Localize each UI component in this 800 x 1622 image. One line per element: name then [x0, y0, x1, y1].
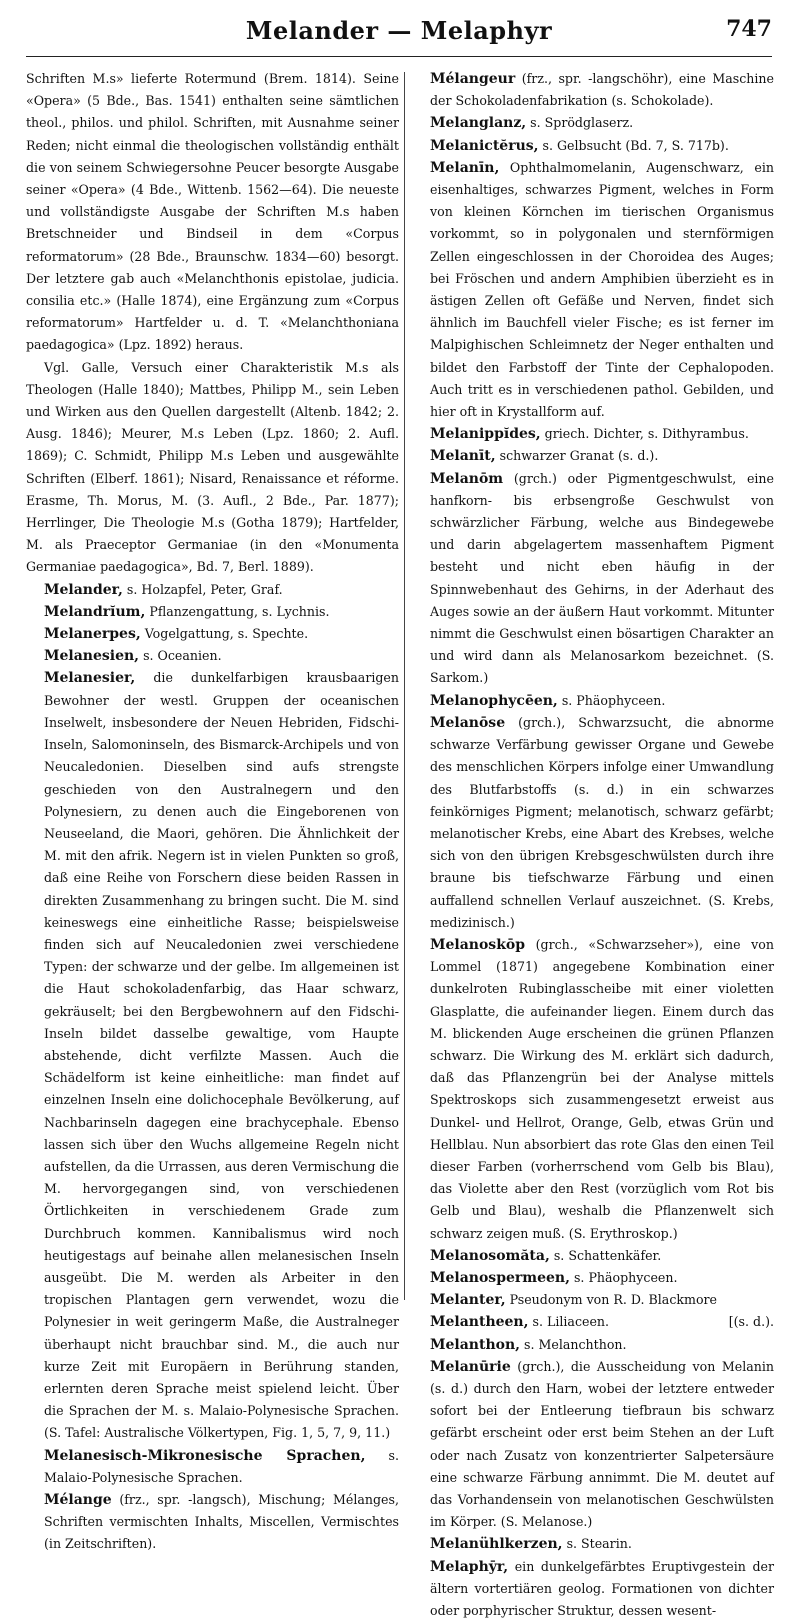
entry-headword: Melanūrie	[430, 1358, 511, 1375]
entry-headword: Melanerpes,	[44, 626, 141, 643]
dictionary-entry	[412, 1245, 774, 1267]
dictionary-entry	[26, 1445, 399, 1489]
entry-text: (grch.), die Ausscheidung von Melanin (s. d.) durch den Harn, wobei der letztere entweder sofort bei der Entleerung tiefbraun bis schwarz gefärbt erscheint oder erst beim Stehen an der Luft oder nach Zusatz von konzentrierter Salpetersäure eine schwarze Färbung annimmt. Die M. deutet auf das Vorhandensein von melanotischen Geschwülsten im Körper. (S. Melanose.)	[430, 1358, 774, 1530]
entry-headword: Melanthon,	[430, 1336, 521, 1353]
entry-text: die dunkelfarbigen krausbaarigen Bewohner der westl. Gruppen der oceanischen Inselwelt, insbesondere der Neuen Hebriden, Fidschi-Inseln, Salomoninseln, des Bismarck-Archipels und von Neucaledonien. Dieselben sind aufs strengste geschieden von den Australnegern und den Polynesiern, zu denen auch die Eingeborenen von Neuseeland, die Maori, gehören. Die Ähnlichkeit der M. mit den afrik. Negern ist in vielen Punkten so groß, daß eine Reihe von Forschern diese beiden Rassen in direkten Zusammenhang zu bringen sucht. Die M. sind keineswegs eine einheitliche Rasse; beispielsweise finden sich auf Neucaledonien zwei verschiedene Typen: der schwarze und der gelbe. Im allgemeinen ist die Haut schokoladenfarbig, das Haar schwarz, gekräuselt; bei den Bergbewohnern auf den Fidschi-Inseln bildet dasselbe gewaltige, vom Haupte abstehende, dicht verfilzte Massen. Auch die Schädelform ist keine einheitliche: man findet auf einzelnen Inseln eine dolichocephale Bevölkerung, auf Nachbarinseln dagegen eine brachycephale. Ebenso lassen sich über den Wuchs allgemeine Regeln nicht aufstellen, da die Urrassen, aus deren Vermischung die M. hervorgegangen sind, von verschiedenen Örtlichkeiten in verschiedenem Grade zum Durchbruch kommen. Kannibalismus wird noch heutigestags auf beinahe allen melanesischen Inseln ausgeübt. Die M. werden als Arbeiter in den tropischen Plantagen gern verwendet, wozu die Polynesier in weit geringerm Maße, die Australneger überhaupt nicht brauchbar sind. M., die auch nur kurze Zeit mit Europäern in Berührung standen, erlernten deren Sprache meist spielend leicht. Über die Sprachen der M. s. Malaio-Polynesische Sprachen. (S. Tafel: Australische Völkertypen, Fig. 1, 5, 7, 9, 11.)	[44, 670, 399, 1441]
dictionary-entry	[412, 934, 774, 1245]
entry-text: s. Melanchthon.	[524, 1336, 627, 1352]
entry-headword: Melandrĭum,	[44, 603, 146, 620]
page-header	[26, 10, 772, 50]
entry-text: griech. Dichter, s. Dithyrambus.	[544, 426, 749, 442]
entry-headword: Melanoskōp	[430, 936, 526, 953]
paragraph: Vgl. Galle, Versuch einer Charakteristik M.s als Theologen (Halle 1840); Mattbes, Philipp M., sein Leben und Wirken aus den Quellen dargestellt (Altenb. 1842; 2. Ausg. 1846); Meurer, M.s Leben (Lpz. 1860; 2. Aufl. 1869); C. Schmidt, Philipp M.s Leben und ausgewählte Schriften (Elberf. 1861); Nisard, Renaissance et réforme. Erasme, Th. Morus, M. (3. Aufl., 2 Bde., Par. 1877); Herrlinger, Die Theologie M.s (Gotha 1879); Hartfelder, M. als Praeceptor Germaniae (in den «Monumenta Germaniae paedagogica», Bd. 7, Berl. 1889).	[26, 359, 399, 575]
entry-text: s. Phäophyceen.	[573, 1269, 678, 1285]
column-divider	[404, 72, 405, 1300]
entry-text: Pseudonym von R. D. Blackmore	[509, 1292, 717, 1308]
entry-headword: Melanippĭdes,	[430, 426, 541, 443]
entry-headword: Melanīn,	[430, 159, 500, 176]
entry-text: s. Holzapfel, Peter, Graf.	[126, 581, 283, 597]
entry-headword: Melaphȳr,	[430, 1558, 509, 1575]
running-title: Melander — Melaphyr	[245, 15, 553, 45]
entry-headword: Melanōse	[430, 714, 506, 731]
right-column	[412, 68, 774, 1619]
dictionary-entry	[26, 667, 399, 1444]
entry-headword: Melanglanz,	[430, 115, 527, 132]
entry-headword: Melanictĕrus,	[430, 137, 539, 154]
entry-headword: Melantheen,	[430, 1314, 529, 1331]
dictionary-entry	[26, 579, 399, 601]
page-number: 747	[726, 16, 772, 42]
entry-text: s. Sprödglaserz.	[530, 115, 634, 131]
entry-text: Ophthalmomelanin, Augenschwarz, ein eisenhaltiges, schwarzes Pigment, welches in Form von kleinen Körnchen im tierischen Organismus vorkommt, so in polygonalen und sternförmigen Zellen eingeschlossen in der Choroidea des Auges; bei Fröschen und andern Amphibien überzieht es in ästigen Zellen oft Gefäße und Nerven, findet sich ähnlich im Bauchfell vieler Fische; es ist ferner im Malpighischen Schleimnetz der Neger enthalten und bildet den Farbstoff der Tinte der Cephalopoden. Auch tritt es in verschiedenen pathol. Gebilden, und hier oft in Krystallform auf.	[430, 159, 774, 420]
entry-headword: Melanühlkerzen,	[430, 1536, 563, 1553]
dictionary-entry	[26, 645, 399, 667]
dictionary-entry	[412, 68, 774, 112]
entry-text: (frz., spr. -langsch), Mischung; Mélanges, Schriften vermischten Inhalts, Miscellen, Vermischtes (in Zeitschriften).	[44, 1492, 399, 1552]
dictionary-entry	[412, 423, 774, 445]
entry-text: s. Stearin.	[566, 1536, 632, 1552]
entry-text: s. Schattenkäfer.	[553, 1247, 662, 1263]
entry-text: s. Oceanien.	[143, 648, 222, 664]
entry-headword: Melanesisch-Mikronesische Sprachen,	[44, 1447, 366, 1464]
entry-text: schwarzer Granat (s. d.).	[499, 448, 659, 464]
entry-headword: Melanīt,	[430, 448, 496, 465]
dictionary-entry	[412, 468, 774, 690]
entry-text: s. Liliaceen.	[532, 1314, 610, 1330]
dictionary-entry	[412, 157, 774, 423]
entry-text: s. Phäophyceen.	[561, 692, 666, 708]
entry-text: Pflanzengattung, s. Lychnis.	[149, 603, 330, 619]
entry-text: (grch., «Schwarzseher»), eine von Lommel (1871) angegebene Kombination einer dunkelroten Rubinglasscheibe mit einer violetten Glasplatte, die aufeinander liegen. Einem durch das M. blickenden Auge erscheinen die grünen Pflanzen schwarz. Die Wirkung des M. erklärt sich dadurch, daß das Pflanzengrün bei der Analyse mittels Spektroskops sich zusammengesetzt erweist aus Dunkel- und Hellrot, Orange, Gelb, etwas Grün und Hellblau. Nun absorbiert das rote Glas den einen Teil dieser Farben (vorherrschend vom Gelb bis Blau), das Violette aber den Rest (vorzüglich vom Rot bis Gelb und Blau), weshalb die Pflanzenwelt sich schwarz zeigen muß. (S. Erythroskop.)	[430, 936, 774, 1241]
entry-text: ein dunkelgefärbtes Eruptivgestein der ältern vortertiären geolog. Formationen von dichter oder porphyrischer Struktur, dessen wesent-	[430, 1558, 774, 1619]
dictionary-entry	[412, 1311, 774, 1333]
entry-text: s. Gelbsucht (Bd. 7, S. 717b).	[542, 137, 729, 153]
paragraph: Schriften M.s» lieferte Rotermund (Brem. 1814). Seine «Opera» (5 Bde., Bas. 1541) enthalten seine sämtlichen theol., philos. und philol. Schriften, mit Ausnahme seiner Reden; nicht einmal die theologischen vollständig enthält die von seinem Schwiegersohne Peucer besorgte Ausgabe seiner «Opera» (4 Bde., Wittenb. 1562—64). Die neueste und vollständigste Ausgabe der Schriften M.s haben Bretschneider und Bindseil in dem «Corpus reformatorum» (28 Bde., Braunschw. 1834—60) besorgt. Der letztere gab auch «Melanchthonis epistolae, judicia. consilia etc.» (Halle 1874), eine Ergänzung zum «Corpus reformatorum» Hartfelder u. d. T. «Melanchthoniana paedagogica» (Lpz. 1892) heraus.	[26, 71, 399, 353]
entry-text: (grch.) oder Pigmentgeschwulst, eine hanfkorn- bis erbsengroße Geschwulst von schwärzlicher Färbung, welche aus Bindegewebe und darin abgelagertem massenhaftem Pigment besteht und nicht eben häufig in der Spinnwebenhaut des Gehirns, in der Aderhaut des Auges sowie an der äußern Haut vorkommt. Mitunter nimmt die Geschwulst einen bösartigen Charakter an und wird dann als Melanosarkom bezeichnet. (S. Sarkom.)	[430, 470, 774, 686]
entry-headword: Melanesien,	[44, 648, 140, 665]
header-rule	[26, 56, 772, 57]
dictionary-entry	[412, 1267, 774, 1289]
dictionary-entry	[26, 601, 399, 623]
dictionary-entry	[412, 1556, 774, 1622]
entry-headword: Melanesier,	[44, 670, 136, 687]
dictionary-entry	[412, 1356, 774, 1534]
entry-headword: Mélange	[44, 1492, 112, 1508]
entry-headword: Melanter,	[430, 1292, 506, 1309]
entry-headword: Melander,	[44, 581, 123, 598]
dictionary-entry	[412, 1533, 774, 1555]
entry-headword: Melanophycēen,	[430, 692, 558, 709]
entry-text: s. Malaio-Polynesische Sprachen.	[44, 1447, 399, 1485]
dictionary-entry	[412, 690, 774, 712]
dictionary-entry	[412, 445, 774, 467]
entry-headword: Melanosomăta,	[430, 1247, 550, 1264]
dictionary-entry	[412, 135, 774, 157]
dictionary-entry	[412, 712, 774, 934]
dictionary-entry	[26, 623, 399, 645]
dictionary-entry	[412, 1334, 774, 1356]
entry-text: (frz., spr. -langschöhr), eine Maschine der Schokoladenfabrikation (s. Schokolade).	[430, 71, 774, 109]
dictionary-entry	[412, 1289, 774, 1311]
entry-headword: Melanōm	[430, 470, 504, 487]
entry-text: (grch.), Schwarzsucht, die abnorme schwarze Verfärbung gewisser Organe und Gewebe des menschlichen Körpers infolge einer Umwandlung des Blutfarbstoffs (s. d.) in ein schwarzes feinkörniges Pigment; melanotisch, schwarz gefärbt; melanotischer Krebs, eine Abart des Krebses, welche sich von den übrigen Krebsgeschwülsten durch ihre braune bis tiefschwarze Färbung und einen auffallend schnellen Verlauf auszeichnet. (S. Krebs, medizinisch.)	[430, 714, 774, 930]
entry-headword: Mélangeur	[430, 71, 516, 87]
dictionary-entry	[412, 112, 774, 134]
entry-continuation: [(s. d.).	[728, 1314, 774, 1330]
entry-text: Vogelgattung, s. Spechte.	[144, 626, 309, 642]
left-column	[26, 68, 399, 1552]
entry-headword: Melanospermeen,	[430, 1269, 570, 1286]
dictionary-entry	[26, 1489, 399, 1556]
